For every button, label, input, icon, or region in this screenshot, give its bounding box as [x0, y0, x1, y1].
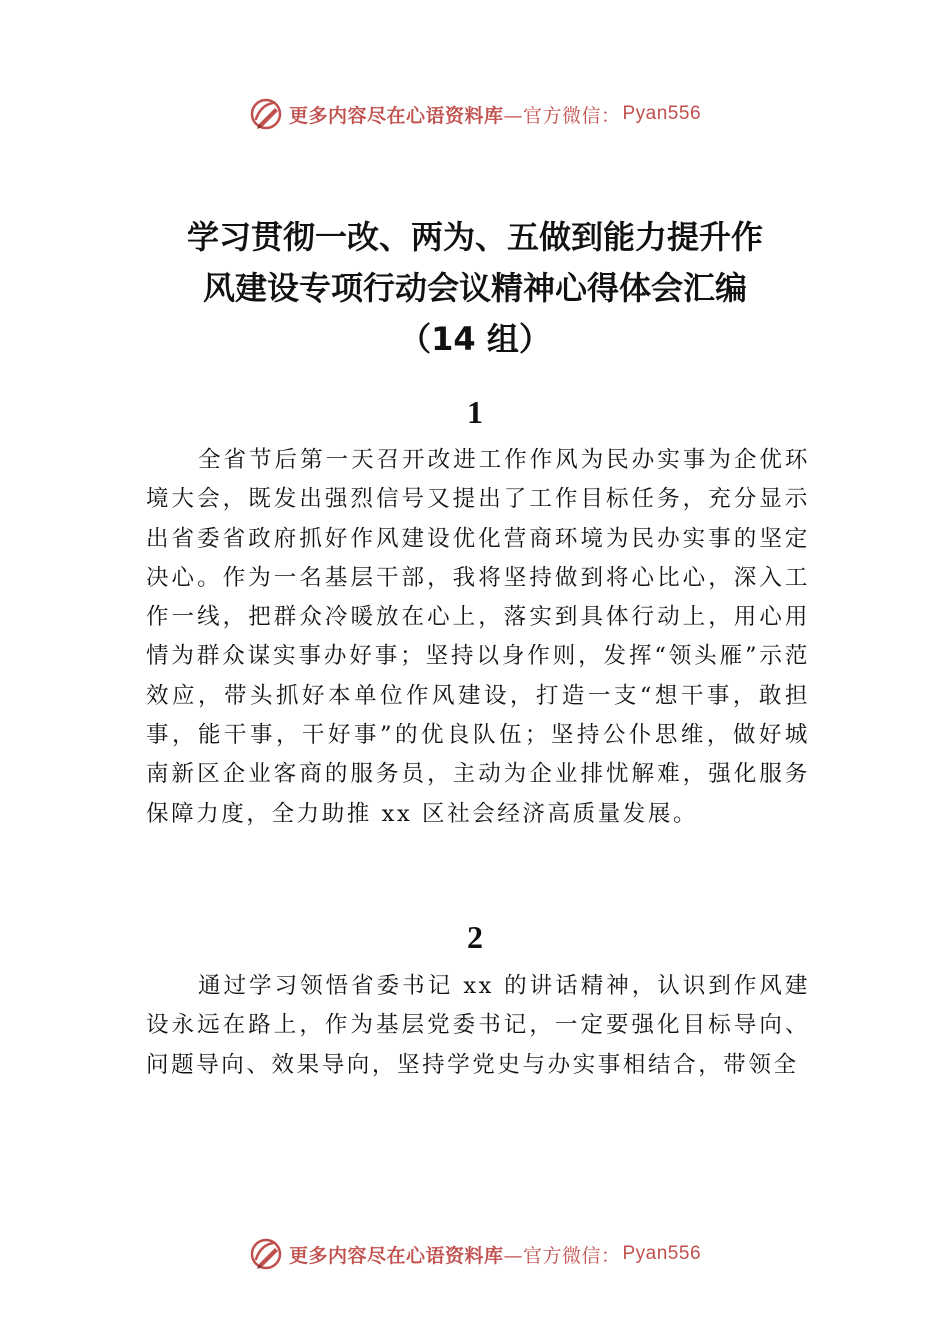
banner-wechat-id: Pyan556: [622, 1243, 702, 1264]
title-line-3: （14 组）: [399, 320, 551, 358]
banner-library-text: 更多内容尽在心语资料库: [288, 104, 504, 127]
title-line-1: 学习贯彻一改、两为、五做到能力提升作: [186, 218, 763, 256]
banner-library-text: 更多内容尽在心语资料库: [288, 1244, 504, 1267]
section-number-2: 2: [467, 919, 483, 955]
footer-banner: [0, 1234, 950, 1274]
banner-wechat-id: Pyan556: [622, 103, 702, 124]
document-title: [0, 212, 950, 365]
pen-logo-icon: [249, 1237, 283, 1271]
title-line-2: 风建设专项行动会议精神心得体会汇编: [202, 269, 747, 307]
section-1-paragraph: 全省节后第一天召开改进工作作风为民办实事为企优环境大会，既发出强烈信号又提出了工作目标任务，充分显示出省委省政府抓好作风建设优化营商环境为民办实事的坚定决心。作为一名基层干部，我将坚持做到将心比心，深入工作一线，把群众冷暖放在心上，落实到具体行动上，用心用情为群众谋实事办好事；坚持以身作则，发挥“领头雁”示范效应，带头抓好本单位作风建设，打造一支“想干事，敢担事，能干事，干好事”的优良队伍；坚持公仆思维，做好城南新区企业客商的服务员，主动为企业排忧解难，强化服务保障力度，全力助推 xx 区社会经济高质量发展。: [146, 447, 810, 827]
header-banner: [0, 94, 950, 134]
section-2-paragraph: 通过学习领悟省委书记 xx 的讲话精神，认识到作风建设永远在路上，作为基层党委书记，一定要强化目标导向、问题导向、效果导向，坚持学党史与办实事相结合，带领全: [146, 973, 810, 1078]
pen-logo-icon: [249, 97, 283, 131]
banner-wechat-label: —官方微信：: [503, 1244, 621, 1267]
banner-wechat-label: —官方微信：: [503, 104, 621, 127]
section-number-1: 1: [467, 394, 483, 430]
